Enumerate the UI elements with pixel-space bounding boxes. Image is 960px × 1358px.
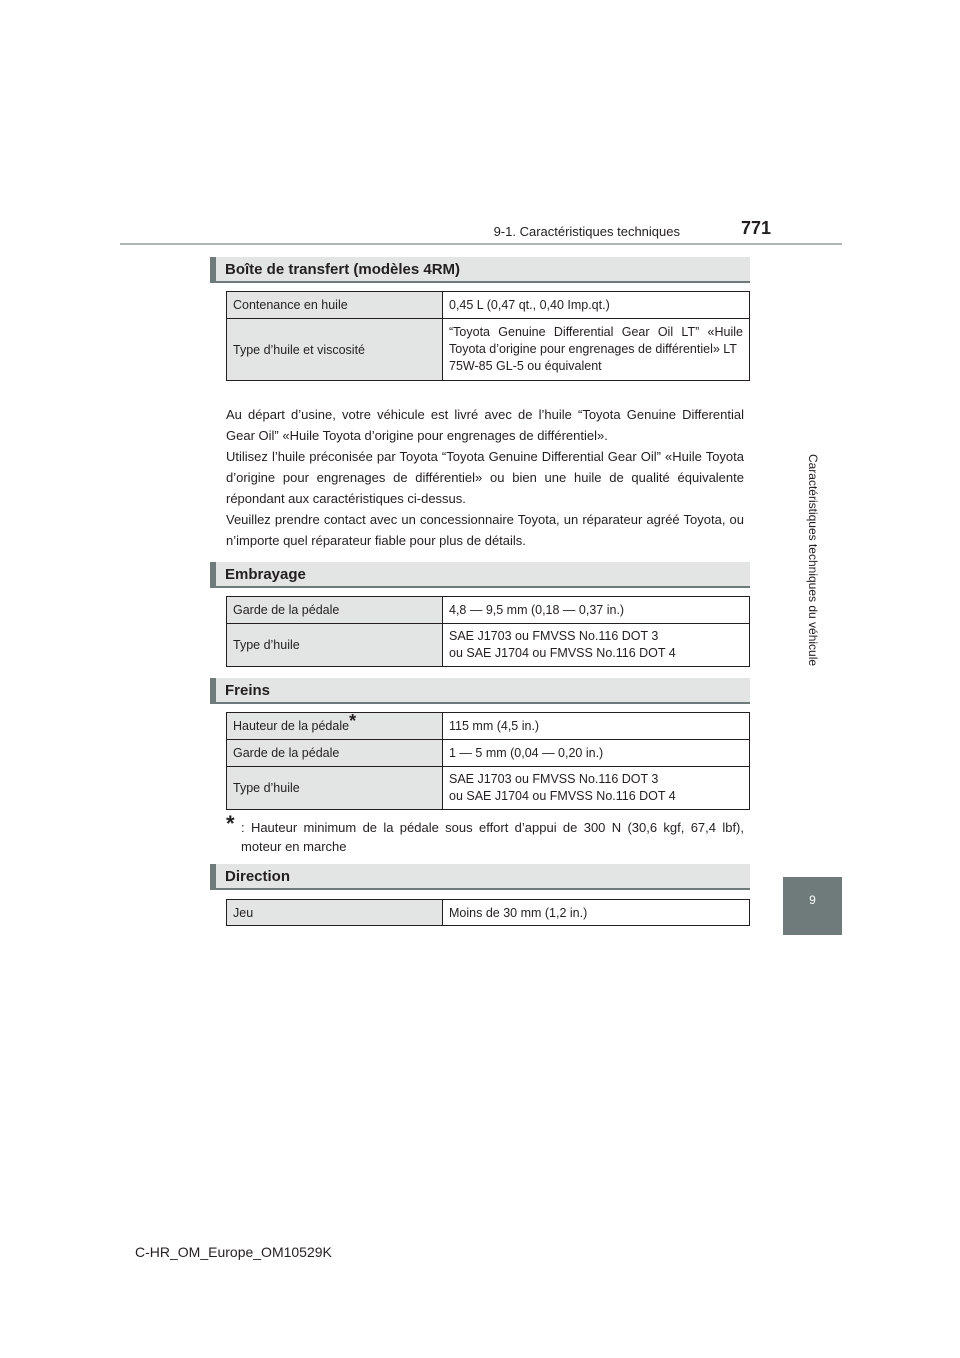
section-heading-text: Direction [225,868,291,885]
spec-key: Contenance en huile [227,292,443,319]
spec-value-line: 4,8 — 9,5 mm (0,18 — 0,37 in.) [449,603,625,617]
spec-value-line: 115 mm (4,5 in.) [449,719,540,733]
spec-key: Garde de la pédale [227,597,443,624]
table-row [227,740,750,767]
table-row [227,597,750,624]
footnote-star: * [226,811,235,836]
table-row [227,713,750,740]
chapter-side-title [783,245,842,875]
spec-key-text: Hauteur de la pédale [233,719,350,734]
spec-key: Type d’huile et viscosité [227,319,443,381]
spec-key: Garde de la pédale [227,740,443,767]
section-heading-text: Freins [225,682,271,699]
brakes-spec-table [226,712,750,810]
spec-value [443,767,750,810]
spec-value [443,713,750,740]
spec-value-line: Moins de 30 mm (1,2 in.) [449,905,588,920]
spec-value-line: “Toyota Genuine Differential Gear Oil LT” «Huile Toyota d’origine pour engrenages de différentiel» LT [449,325,743,356]
spec-value-line: ou SAE J1704 ou FMVSS No.116 DOT 4 [449,646,676,660]
spec-value-line: SAE J1703 ou FMVSS No.116 DOT 3 [449,629,659,643]
table-row [227,767,750,810]
section-heading-text: Boîte de transfert (modèles 4RM) [225,261,461,278]
spec-key [227,710,443,740]
section-heading-transfer [210,257,750,283]
paragraph: Au départ d’usine, votre véhicule est livré avec de l’huile “Toyota Genuine Differential Gear Oil” «Huile Toyota d’origine pour engrenages de différentiel». [226,407,744,443]
spec-value [443,624,750,667]
chapter-side-title-text: Caractéristiques techniques du véhicule [805,453,820,667]
spec-value [443,740,750,767]
section-heading-text: Embrayage [225,566,306,583]
page-header [120,218,842,246]
header-divider [120,243,842,245]
spec-key: Type d’huile [227,767,443,810]
table-row [227,292,750,319]
spec-value-line: SAE J1703 ou FMVSS No.116 DOT 3 [449,772,659,786]
footnote-marker: * [349,710,357,731]
chapter-tab[interactable] [783,877,842,935]
transfer-spec-table [226,291,750,381]
spec-key: Type d’huile [227,624,443,667]
spec-value-line: 1 — 5 mm (0,04 — 0,20 in.) [449,746,604,760]
table-row [227,900,750,926]
spec-value [443,900,750,926]
spec-value-line: ou SAE J1704 ou FMVSS No.116 DOT 4 [449,789,676,803]
footnote [226,811,744,856]
footnote-text: : Hauteur minimum de la pédale sous effort d’appui de 300 N (30,6 kgf, 67,4 lbf), moteur en marche [241,820,744,854]
spec-value [443,319,750,381]
clutch-spec-table [226,596,750,667]
steering-spec-table [226,899,750,926]
chapter-tab-number: 9 [809,893,816,907]
table-row [227,624,750,667]
spec-value [443,292,750,319]
spec-value-line: 75W-85 GL-5 ou équivalent [449,359,602,373]
paragraph: Utilisez l’huile préconisée par Toyota “Toyota Genuine Differential Gear Oil” «Huile Toyota d’origine pour engrenages de différentiel» ou bien une huile de qualité équivalente répondant aux caractéristiques ci-dessus. [226,449,744,506]
page-number: 771 [740,218,771,238]
section-heading-clutch [210,562,750,588]
spec-value-line: 0,45 L (0,47 qt., 0,40 Imp.qt.) [449,298,610,312]
document-code: C-HR_OM_Europe_OM10529K [135,1244,332,1260]
table-row [227,319,750,381]
spec-key: Jeu [227,900,443,926]
section-title: 9-1. Caractéristiques techniques [493,224,680,239]
paragraph: Veuillez prendre contact avec un concessionnaire Toyota, un réparateur agréé Toyota, ou n’importe quel réparateur fiable pour plus de détails. [226,512,744,548]
spec-value [443,597,750,624]
section-heading-brakes [210,678,750,704]
section-heading-steering [210,864,750,890]
